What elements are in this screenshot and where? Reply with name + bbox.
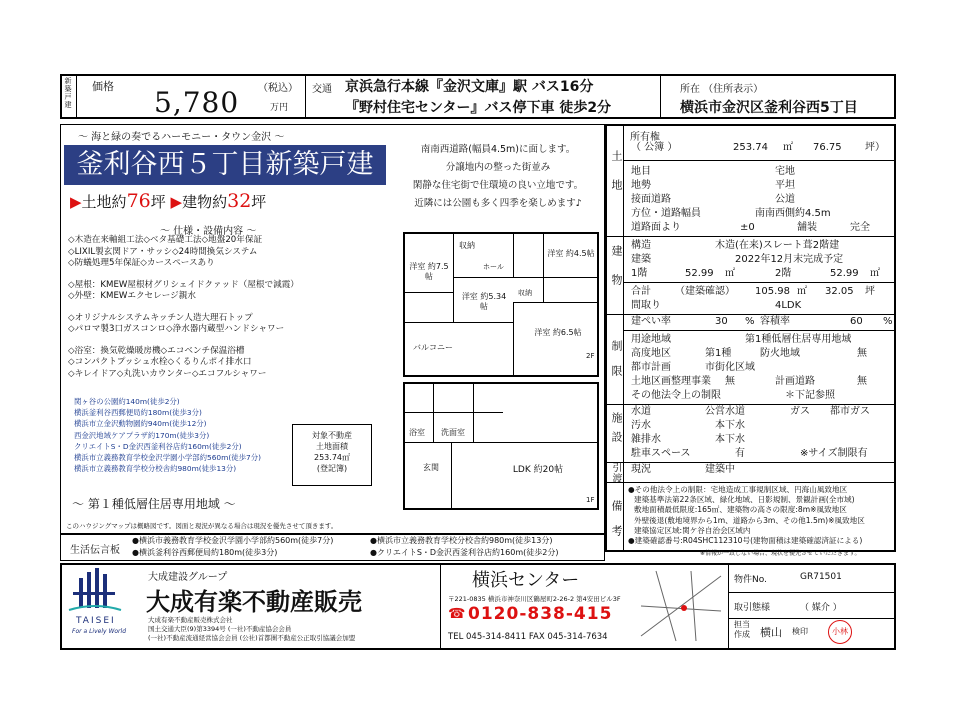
- floorplan-1f: [403, 382, 599, 510]
- room-label: 収納: [459, 241, 475, 250]
- point-item: 近隣には公園も多く四季を楽しめます♪: [414, 198, 582, 209]
- transport-line1: 京浜急行本線『金沢文庫』駅 バス16分: [345, 79, 594, 95]
- free-dial: 0120-838-415: [468, 604, 613, 624]
- building-section-label: 建物: [610, 245, 623, 303]
- room-label: バルコニー: [413, 343, 453, 352]
- room-label: 浴室: [409, 428, 425, 437]
- nearby-list: [74, 396, 289, 474]
- spec-item: ◇キレイドア◇丸洗いカウンター◇エコフルシャワー: [68, 368, 267, 379]
- nearby-item: 横浜市立義務教育学校分校舎約980m(徒歩13分): [74, 464, 237, 474]
- check-label: 検印: [792, 627, 808, 636]
- life-label: 生活伝言板: [70, 545, 120, 556]
- spec-heading: 〜 仕様・設備内容 〜: [160, 226, 257, 237]
- facilities-section-label: 施設: [610, 412, 623, 450]
- tax-label: （税込）: [258, 83, 298, 94]
- tel-fax: TEL 045-314-8411 FAX 045-314-7634: [448, 632, 608, 642]
- side-label: 新築戸建: [64, 77, 72, 109]
- price-value: 5,780: [154, 86, 240, 119]
- room-label: 洋室 約4.5帖: [547, 249, 595, 258]
- author-label: 担当 作成: [734, 620, 750, 639]
- floor-label: 1F: [586, 496, 595, 504]
- ownership-label: 所有権: [630, 132, 660, 143]
- map-note: このハウジングマップは概略図です。図面と現況が異なる場合は現況を優先させて頂きます。: [66, 522, 338, 530]
- property-no-label: 物件No.: [734, 575, 767, 585]
- room-label: 玄関: [423, 463, 439, 472]
- trade-label: 取引態様: [734, 603, 771, 613]
- nearby-item: クリエイトS・D金沢西釜利谷店約160m(徒歩2分): [74, 441, 242, 451]
- room-label: 洗面室: [441, 428, 465, 437]
- nearby-item: 横浜釜利谷西郵便局約180m(徒歩3分): [74, 408, 202, 418]
- spec-item: ◇浴室：換気乾燥暖房機◇エコベンチ保温浴槽: [68, 345, 245, 356]
- point-item: 分譲地内の整った街並み: [445, 162, 551, 173]
- taisei-logo-icon: [65, 566, 125, 618]
- restriction-section-label: 制限: [610, 340, 623, 390]
- nearby-item: 横浜市立金沢動物園約940m(徒歩12分): [74, 419, 207, 429]
- nearby-item: 関ヶ谷の公園約140m(徒歩2分): [74, 397, 180, 406]
- ad-tagline: 〜 海と緑の奏でるハーモニー・タウン金沢 〜: [78, 132, 285, 143]
- spec-item: ◇パロマ製3口ガスコンロ◇浄水器内蔵型ハンドシャワー: [68, 324, 285, 334]
- address-value: 横浜市金沢区釜利谷西5丁目: [680, 100, 858, 116]
- room-label: 洋室 約5.34帖: [461, 292, 507, 311]
- logo-text: TAISEI: [76, 616, 116, 626]
- nearby-item: 横浜市立義務教育学校金沢学園小学部約560m(徒歩7分): [74, 453, 261, 463]
- group-label: 大成建設グループ: [148, 572, 228, 583]
- delivery-section-label: 引渡: [610, 462, 621, 484]
- stamp: 小林: [828, 620, 852, 644]
- transport-line2: 『野村住宅センター』バス停下車 徒歩2分: [345, 100, 612, 116]
- room-label: LDK 約20帖: [512, 465, 564, 475]
- ad-area: ▶土地約76坪 ▶建物約32坪: [70, 190, 267, 212]
- room-label: 収納: [518, 289, 532, 297]
- phone-icon: ☎: [448, 606, 466, 622]
- land-area-row: （ 公簿 ） 253.74 ㎡ 76.75 坪）: [631, 142, 885, 153]
- nearby-item: 西金沢地域ケアプラザ約170m(徒歩3分): [74, 430, 210, 440]
- spec-item: ◇オリジナルシステムキッチン人造大理石トップ: [68, 312, 253, 323]
- center-map-icon: [636, 566, 726, 646]
- floorplan-2f: [403, 232, 599, 377]
- company-name: 大成有楽不動産販売: [146, 588, 362, 616]
- trade-value: （ 媒介 ）: [800, 603, 842, 613]
- transport-label: 交通: [312, 84, 332, 95]
- spec-item: ◇コンパクトプッシュ水栓◇くるりんポイ排水口: [68, 357, 252, 367]
- ad-title: 釜利谷西５丁目新築戸建: [64, 145, 386, 185]
- key-points: [394, 141, 602, 213]
- zoning-banner: 〜 第１種低層住居専用地域 〜: [72, 497, 236, 511]
- license-info: 大成有楽不動産販売株式会社 国土交通大臣(9)第3394号 (一社)不動産協会会員 (一社)不動産流通経営協会会員 (公社)首都圏不動産公正取引協議会加盟: [148, 616, 356, 642]
- room-label: 洋室 約6.5帖: [534, 328, 582, 337]
- arrow-icon: ▶: [170, 193, 183, 211]
- spec-item: ◇LIXIL製玄関ドア・サッシ◇24時間換気システム: [68, 246, 258, 257]
- room-label: 洋室 約7.5帖: [409, 262, 449, 281]
- price-unit: 万円: [270, 103, 289, 113]
- center-name: 横浜センター: [472, 570, 580, 591]
- arrow-icon: ▶: [70, 193, 82, 211]
- floor-label: 2F: [586, 352, 595, 360]
- remarks-footnote: ※情報が一致しない場合、現状を優先させていただきます。: [700, 550, 861, 557]
- remarks-section-label: 備考: [610, 500, 623, 550]
- center-address: 〒221-0835 横浜市神奈川区鶴屋町2-26-2 第4安田ビル3F: [448, 595, 621, 603]
- logo-sub: For a Lively World: [72, 628, 127, 635]
- property-no: GR71501: [800, 572, 842, 582]
- price-label: 価格: [92, 80, 114, 93]
- plot-label: 対象不動産 土地面積 253.74㎡ (登記簿): [312, 431, 352, 473]
- room-label: ホール: [483, 263, 504, 271]
- author-name: 横山: [760, 626, 782, 639]
- spec-item: ◇屋根：KMEW屋根材グリシェイドクァッド（屋根で減霞）: [68, 279, 299, 290]
- address-label: 所在 （住所表示）: [680, 84, 764, 95]
- life-items: ●横浜市義務教育学校金沢学園小学部約560m(徒歩7分) ●横浜市立義務教育学校分校舎約980m(徒歩13分) ●横浜釜利谷西郵便局約180m(徒歩3分) ●クリエイトS・D金沢西釜利谷店約160m(徒歩2分): [132, 536, 559, 557]
- spec-list: [68, 235, 398, 380]
- land-section-label: 土地: [610, 150, 623, 208]
- remarks-list: ●その他法令上の制限：宅地造成工事規制区域、円海山風致地区 建築基準法第22条区域、緑化地域、日影規制、景観計画(全市域) 敷地面積最低限度:165㎡、建築物の高さの限度:8m※風致地区 外壁後退(敷地境界から1m、道路から3m、その他1.5m)※風致地区 建築協定区域:関ケ谷自治会区域内 ●建築確認番号:R04SHC112310号(建物面積は建築確認済証による): [628, 485, 865, 546]
- point-item: 閑静な住宅街で住環境の良い立地です。: [412, 180, 584, 191]
- spec-item: ◇木造在来軸組工法◇ベタ基礎工法◇地盤20年保証: [68, 235, 263, 245]
- spec-item: ◇防蟻処理5年保証◇カースペースあり: [68, 258, 215, 268]
- point-item: 南南西道路(幅員4.5m)に面します。: [420, 144, 576, 155]
- spec-item: ◇外壁：KMEWエクセレージ親水: [68, 291, 196, 301]
